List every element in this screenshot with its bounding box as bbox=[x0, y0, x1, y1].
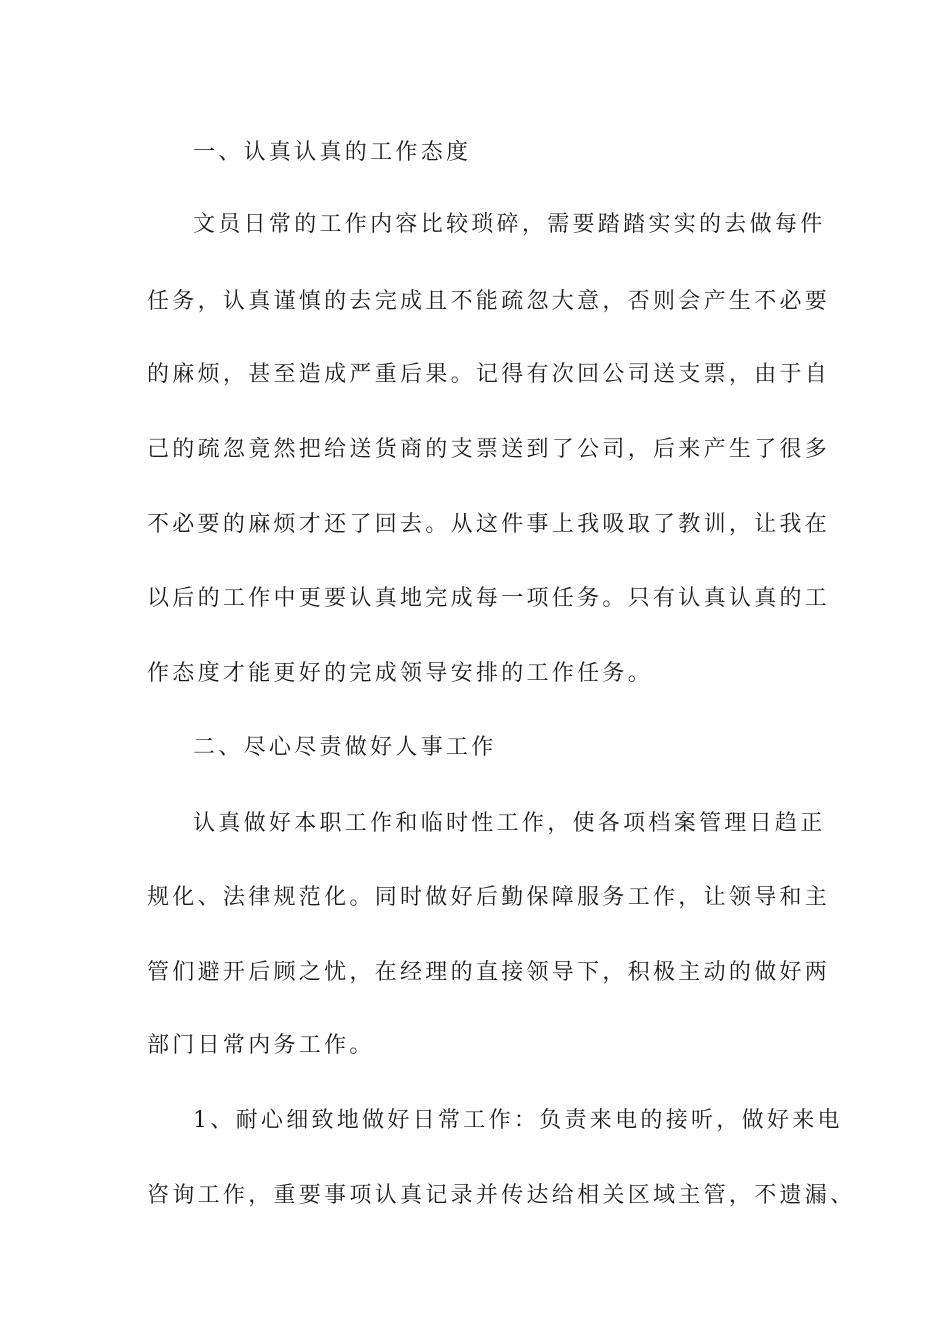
section-heading-2: 二、尽心尽责做好人事工作 bbox=[193, 735, 497, 760]
paragraph-line: 不必要的麻烦才还了回去。从这件事上我吸取了教训，让我在 bbox=[147, 512, 831, 537]
paragraph-line: 的麻烦，甚至造成严重后果。记得有次回公司送支票，由于自 bbox=[147, 362, 831, 387]
paragraph-line: 以后的工作中更要认真地完成每一项任务。只有认真认真的工 bbox=[147, 586, 831, 611]
section-heading-1: 一、认真认真的工作态度 bbox=[193, 140, 472, 165]
paragraph-line: 部门日常内务工作。 bbox=[147, 1033, 375, 1058]
paragraph-line: 管们避开后顾之忧，在经理的直接领导下，积极主动的做好两 bbox=[147, 960, 831, 985]
paragraph-line: 咨询工作，重要事项认真记录并传达给相关区域主管，不遗漏、 bbox=[147, 1183, 856, 1208]
paragraph-line: 认真做好本职工作和临时性工作，使各项档案管理日趋正 bbox=[193, 811, 826, 836]
paragraph-line: 文员日常的工作内容比较琐碎，需要踏踏实实的去做每件 bbox=[193, 212, 826, 237]
paragraph-line: 规化、法律规范化。同时做好后勤保障服务工作，让领导和主 bbox=[147, 885, 831, 910]
paragraph-line: 作态度才能更好的完成领导安排的工作任务。 bbox=[147, 661, 654, 686]
paragraph-line: 任务，认真谨慎的去完成且不能疏忽大意，否则会产生不必要 bbox=[147, 289, 831, 314]
paragraph-line: 己的疏忽竟然把给送货商的支票送到了公司，后来产生了很多 bbox=[147, 437, 831, 462]
paragraph-line: 1、耐心细致地做好日常工作：负责来电的接听，做好来电 bbox=[193, 1108, 843, 1133]
